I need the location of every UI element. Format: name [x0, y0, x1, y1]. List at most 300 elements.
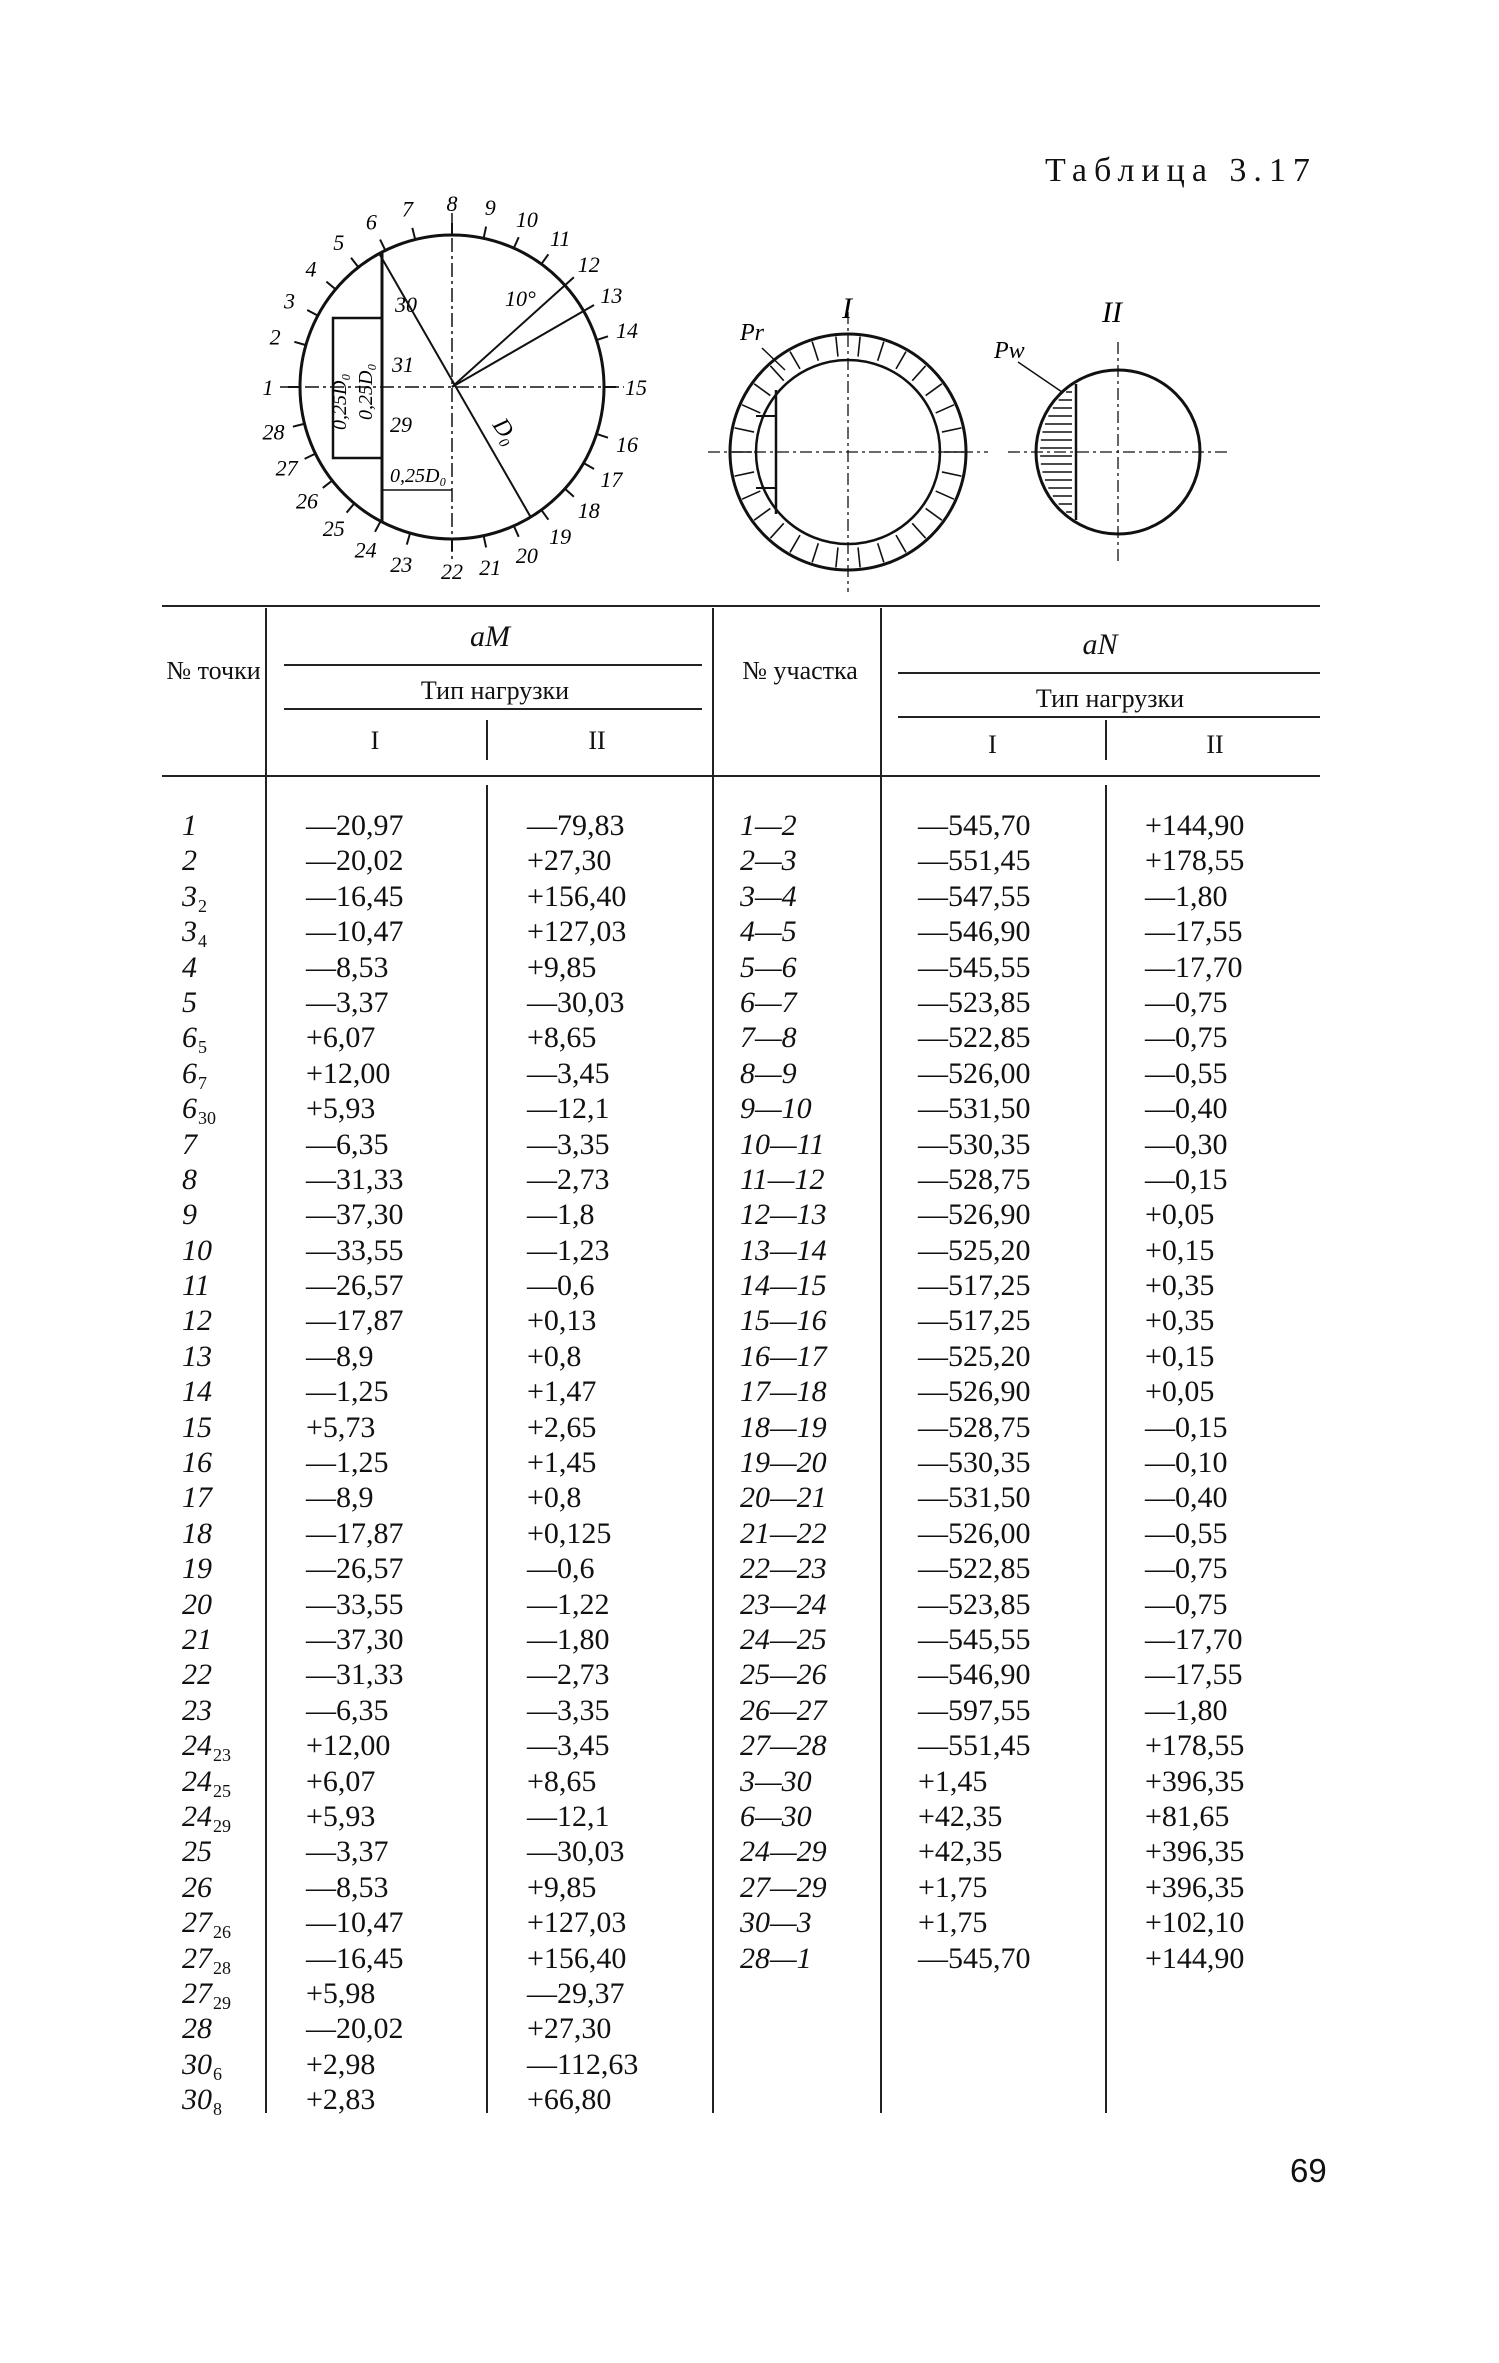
point-number-cell — [182, 808, 231, 843]
point-number: 30 — [182, 2083, 212, 2117]
segment-cell: 24—25 — [740, 1622, 827, 1656]
aN-I-cell: —530,35 — [918, 1127, 1031, 1161]
point-number-cell — [182, 1233, 231, 1268]
aN-I-cell: +42,35 — [918, 1799, 1003, 1833]
radial-load-arrow — [912, 366, 925, 381]
load-case-1-diagram — [708, 292, 988, 592]
aN-type-II: II — [1206, 730, 1224, 759]
point-header: № точки — [166, 656, 261, 685]
aM-I-cell: —6,35 — [306, 1693, 389, 1727]
segment-cell: 2—3 — [740, 844, 797, 878]
point-number-cell — [182, 1516, 231, 1551]
point-number: 13 — [182, 1339, 212, 1373]
point-number: 26 — [182, 1870, 212, 1904]
aM-I-cell: +5,98 — [306, 1976, 376, 2010]
radial-load-arrow — [926, 384, 942, 396]
aM-II-cell: —12,1 — [527, 1799, 610, 1833]
aM-II-cell: —3,35 — [527, 1127, 610, 1161]
aM-I-cell: —8,9 — [306, 1481, 374, 1515]
point-tick — [294, 342, 306, 345]
point-tick — [307, 310, 318, 316]
aN-II-cell: —0,75 — [1145, 1587, 1228, 1621]
point-number-cell — [182, 1799, 231, 1834]
point-number: 22 — [182, 1658, 212, 1692]
aM-II-cell: —29,37 — [527, 1976, 625, 2010]
load-label-1: Pr — [740, 320, 764, 346]
point-tick — [541, 510, 548, 520]
radial-load-arrow — [836, 547, 838, 567]
radial-load-arrow — [812, 543, 818, 562]
point-tick — [584, 463, 594, 469]
point-number-cell — [182, 1162, 231, 1197]
load-case-2-diagram — [993, 296, 1228, 562]
point-label: 16 — [615, 431, 638, 457]
aM-I-cell: —26,57 — [306, 1269, 404, 1303]
aN-I-cell: +1,75 — [918, 1906, 988, 1940]
aN-II-cell: +0,35 — [1145, 1269, 1215, 1303]
aN-load-type: Тип нагрузки — [1035, 684, 1185, 713]
point-number-cell — [182, 879, 231, 914]
point-subscript: 26 — [213, 1922, 231, 1943]
aN-II-column — [1145, 808, 1244, 1976]
point-label: 26 — [296, 488, 319, 514]
aN-II-cell: +81,65 — [1145, 1799, 1230, 1833]
aN-I-cell: —551,45 — [918, 1729, 1031, 1763]
point-tick — [514, 526, 519, 537]
point-number: 11 — [182, 1269, 210, 1303]
point-number: 6 — [182, 1021, 197, 1055]
point-label: 7 — [401, 196, 413, 222]
aN-I-cell: —545,55 — [918, 1622, 1031, 1656]
aM-II-cell: —0,6 — [527, 1269, 595, 1303]
aN-II-cell: +0,05 — [1145, 1375, 1215, 1409]
aM-II-cell: —1,22 — [527, 1587, 610, 1621]
point-number-cell — [182, 1764, 231, 1799]
point-subscript: 2 — [198, 895, 207, 916]
segment-cell: 3—30 — [740, 1764, 812, 1798]
point-number-cell — [182, 1870, 231, 1905]
segment-cell: 1—2 — [740, 809, 797, 842]
aM-I-cell: —8,53 — [306, 950, 389, 984]
aN-I-cell: —523,85 — [918, 1587, 1031, 1621]
aN-I-column — [918, 808, 1031, 1976]
segment-cell: 21—22 — [740, 1516, 827, 1550]
page-number: 69 — [1290, 2152, 1327, 2189]
aN-II-cell: —0,10 — [1145, 1446, 1228, 1480]
point-number: 27 — [182, 1941, 212, 1975]
point-subscript: 30 — [198, 1108, 216, 1129]
radial-load-arrow — [790, 352, 800, 369]
aM-II-column — [527, 808, 638, 2117]
point-number: 6 — [182, 1092, 197, 1126]
aN-I-cell: —531,50 — [918, 1481, 1031, 1515]
point-number: 12 — [182, 1304, 212, 1338]
aM-II-cell: —2,73 — [527, 1658, 610, 1692]
radial-load-arrow — [836, 337, 838, 357]
point-tick — [305, 454, 316, 459]
point-number: 3 — [182, 915, 197, 949]
aN-I-cell: —517,25 — [918, 1304, 1031, 1338]
aM-I-cell: —33,55 — [306, 1587, 404, 1621]
point-number-cell — [182, 1020, 231, 1058]
aN-II-cell: +178,55 — [1145, 844, 1245, 878]
aM-type-II: II — [588, 726, 606, 755]
aN-I-cell: —522,85 — [918, 1021, 1031, 1055]
aM-II-cell: +66,80 — [527, 2083, 612, 2117]
segment-cell: 9—10 — [740, 1092, 812, 1126]
aM-II-cell: +127,03 — [527, 1906, 627, 1940]
point-subscript: 29 — [213, 1992, 231, 2013]
aN-I-cell: —528,75 — [918, 1410, 1031, 1444]
point-number-cell — [182, 2011, 231, 2046]
point-number: 3 — [182, 879, 197, 913]
aM-II-cell: —79,83 — [527, 809, 625, 842]
col-divider-5b — [1105, 785, 1107, 2113]
point-number-cell — [182, 1303, 231, 1338]
point-tick — [597, 434, 608, 438]
aN-I-cell: —526,90 — [918, 1198, 1031, 1232]
point-label: 2 — [269, 324, 281, 350]
aM-I-cell: +5,93 — [306, 1799, 376, 1833]
aM-II-cell: +9,85 — [527, 950, 597, 984]
aM-I-column — [306, 808, 404, 2117]
point-tick — [351, 258, 358, 267]
aM-II-cell: +2,65 — [527, 1410, 597, 1444]
radial-load-arrow — [878, 342, 884, 361]
segment-cell: 4—5 — [740, 915, 797, 949]
aN-II-cell: +0,05 — [1145, 1198, 1215, 1232]
segment-cell: 14—15 — [740, 1269, 827, 1303]
aN-header: aN — [1082, 628, 1118, 661]
aM-II-cell: +156,40 — [527, 1941, 627, 1975]
aM-II-cell: +0,8 — [527, 1339, 582, 1373]
aM-II-cell: +1,47 — [527, 1375, 597, 1409]
aN-II-cell: —1,80 — [1145, 879, 1228, 913]
point-tick — [597, 336, 608, 340]
aM-II-cell: —30,03 — [527, 985, 625, 1019]
radial-load-arrow — [754, 508, 770, 520]
point-tick — [484, 227, 486, 239]
aN-I-cell: —531,50 — [918, 1092, 1031, 1126]
aN-I-cell: +1,45 — [918, 1764, 988, 1798]
aM-II-cell: +0,8 — [527, 1481, 582, 1515]
point-tick — [375, 521, 381, 532]
aN-II-cell: +396,35 — [1145, 1764, 1245, 1798]
radial-load-arrow — [926, 508, 942, 520]
aN-II-cell: —0,75 — [1145, 1021, 1228, 1055]
aM-II-cell: +9,85 — [527, 1870, 597, 1904]
radial-load-arrow — [936, 405, 954, 413]
aM-I-cell: —6,35 — [306, 1127, 389, 1161]
aN-I-cell: —551,45 — [918, 844, 1031, 878]
point-number: 24 — [182, 1764, 212, 1798]
point-label: 31 — [392, 352, 414, 377]
point-number-cell — [182, 1374, 231, 1409]
aM-I-cell: —17,87 — [306, 1516, 404, 1550]
segment-cell: 24—29 — [740, 1835, 827, 1869]
aN-II-cell: +396,35 — [1145, 1870, 1245, 1904]
point-number-cell — [182, 1657, 231, 1692]
aM-I-cell: —10,47 — [306, 1906, 404, 1940]
aM-II-cell: —1,8 — [527, 1198, 595, 1232]
aM-II-cell: —1,23 — [527, 1233, 610, 1267]
point-number-cell — [182, 1056, 231, 1091]
point-number-cell — [182, 950, 231, 985]
segment-cell: 22—23 — [740, 1552, 827, 1586]
point-subscript: 5 — [198, 1037, 207, 1058]
point-subscript: 7 — [198, 1072, 207, 1093]
point-tick — [407, 533, 410, 545]
aN-II-cell: —0,55 — [1145, 1516, 1228, 1550]
aM-I-cell: —31,33 — [306, 1658, 404, 1692]
aN-II-cell: —0,40 — [1145, 1481, 1228, 1515]
point-number: 14 — [182, 1375, 212, 1409]
segment-column — [740, 808, 827, 1976]
aN-II-cell: —0,15 — [1145, 1162, 1228, 1196]
point-label: 14 — [615, 318, 638, 344]
aN-I-cell: —547,55 — [918, 879, 1031, 913]
segment-cell: 18—19 — [740, 1410, 827, 1444]
point-label: 10 — [515, 206, 538, 232]
aM-I-cell: —37,30 — [306, 1622, 404, 1656]
segment-cell: 15—16 — [740, 1304, 827, 1338]
point-number: 28 — [182, 2012, 212, 2046]
aN-type-I: I — [988, 730, 997, 759]
point-label: 23 — [390, 551, 413, 577]
figure-schemes — [0, 0, 1499, 620]
point-subscript: 29 — [213, 1815, 231, 1836]
aM-II-cell: —1,80 — [527, 1622, 610, 1656]
aM-I-cell: +5,73 — [306, 1410, 376, 1444]
segment-cell: 7—8 — [740, 1021, 797, 1055]
point-number-cell — [182, 1905, 231, 1943]
col-divider-2 — [486, 720, 488, 760]
radial-load-arrow — [912, 523, 925, 538]
aN-II-cell: —17,70 — [1145, 950, 1243, 984]
point-number-cell — [182, 985, 231, 1020]
point-number: 2 — [182, 844, 197, 878]
load-case-label-2: II — [1102, 296, 1122, 329]
aM-group-rule — [284, 664, 702, 666]
radial-load-arrow — [936, 491, 954, 499]
aN-II-cell: +178,55 — [1145, 1729, 1245, 1763]
point-number: 1 — [182, 809, 197, 842]
point-subscript: 6 — [213, 2063, 222, 2084]
point-number: 23 — [182, 1693, 212, 1727]
table-top-rule — [162, 605, 1320, 607]
segment-cell: 27—29 — [740, 1870, 827, 1904]
col-divider-4 — [880, 608, 882, 2113]
point-tick — [584, 305, 594, 311]
aN-II-cell: —17,55 — [1145, 1658, 1243, 1692]
aM-II-cell: —112,63 — [527, 2047, 639, 2081]
aM-I-cell: —37,30 — [306, 1198, 404, 1232]
aM-type-rule — [284, 708, 702, 710]
point-number: 6 — [182, 1056, 197, 1090]
segment-cell: 20—21 — [740, 1481, 827, 1515]
point-number-cell — [182, 1339, 231, 1374]
segment-cell: 27—28 — [740, 1729, 827, 1763]
radial-load-arrow — [754, 384, 770, 396]
aM-II-cell: —3,45 — [527, 1729, 610, 1763]
point-subscript: 4 — [198, 931, 207, 952]
aN-I-cell: —526,00 — [918, 1516, 1031, 1550]
dim-vertical-1: 0,25D₀ — [329, 373, 351, 430]
point-number-cell — [182, 1091, 231, 1129]
segment-cell: 17—18 — [740, 1375, 827, 1409]
aN-II-cell: +144,90 — [1145, 809, 1245, 842]
aM-I-cell: —10,47 — [306, 915, 404, 949]
point-number: 27 — [182, 1906, 212, 1940]
aN-I-cell: —522,85 — [918, 1552, 1031, 1586]
point-number-cell — [182, 1587, 231, 1622]
aN-II-cell: —0,55 — [1145, 1056, 1228, 1090]
aM-I-cell: —16,45 — [306, 879, 404, 913]
aN-II-cell: —0,30 — [1145, 1127, 1228, 1161]
load-case-label-1: I — [842, 292, 852, 325]
aM-I-cell: +5,93 — [306, 1092, 376, 1126]
aN-II-cell: —17,55 — [1145, 915, 1243, 949]
angle-label: 10° — [505, 286, 536, 311]
point-number: 15 — [182, 1410, 212, 1444]
segment-cell: 3—4 — [740, 879, 797, 913]
point-number-cell — [182, 1834, 231, 1869]
point-label: 21 — [479, 554, 502, 580]
point-label: 17 — [600, 467, 623, 492]
point-number-cell — [182, 1693, 231, 1728]
point-number-cell — [182, 914, 231, 952]
col-divider-2b — [486, 785, 488, 2113]
aM-I-cell: —3,37 — [306, 1835, 389, 1869]
dim-vertical-2: 0,25D₀ — [355, 363, 377, 420]
point-number: 19 — [182, 1552, 212, 1586]
col-divider-3 — [712, 608, 714, 2113]
point-subscript: 28 — [213, 1957, 231, 1978]
point-label: 28 — [262, 419, 285, 445]
aN-I-cell: —523,85 — [918, 985, 1031, 1019]
point-label: 1 — [262, 375, 274, 400]
radial-load-arrow — [896, 352, 906, 369]
segment-cell: 28—1 — [740, 1941, 812, 1975]
aN-II-cell: +144,90 — [1145, 1941, 1245, 1975]
col-divider-1 — [265, 608, 267, 2113]
segment-cell: 12—13 — [740, 1198, 827, 1232]
aM-II-cell: +27,30 — [527, 2012, 612, 2046]
aN-group-rule — [898, 672, 1320, 674]
aM-I-cell: —33,55 — [306, 1233, 404, 1267]
point-number-cell — [182, 2047, 231, 2082]
aM-I-cell: +12,00 — [306, 1729, 391, 1763]
radial-load-arrow — [942, 428, 962, 432]
segment-cell: 30—3 — [740, 1906, 812, 1940]
point-number: 9 — [182, 1198, 197, 1232]
aM-I-cell: —20,97 — [306, 809, 404, 842]
point-number: 10 — [182, 1233, 212, 1267]
radial-load-arrow — [942, 472, 962, 476]
cross-section-scheme — [262, 191, 647, 584]
point-number: 4 — [182, 950, 197, 984]
point-number-cell — [182, 2082, 231, 2120]
aM-I-cell: —16,45 — [306, 1941, 404, 1975]
point-number-cell — [182, 1127, 231, 1162]
point-number: 27 — [182, 1976, 212, 2010]
aN-I-cell: —517,25 — [918, 1269, 1031, 1303]
point-number-cell — [182, 1976, 231, 2011]
point-number-cell — [182, 1197, 231, 1232]
aN-I-cell: +1,75 — [918, 1870, 988, 1904]
point-subscript: 8 — [213, 2099, 222, 2120]
point-tick — [323, 481, 332, 488]
point-tick — [565, 277, 574, 285]
point-number: 30 — [182, 2047, 212, 2081]
point-label: 15 — [625, 375, 647, 400]
aM-II-cell: +1,45 — [527, 1446, 597, 1480]
radial-load-arrow — [735, 472, 755, 476]
aM-header: aM — [470, 620, 510, 653]
point-label: 3 — [284, 288, 296, 314]
aM-I-cell: —31,33 — [306, 1162, 404, 1196]
aN-type-rule — [898, 716, 1320, 718]
aN-II-cell: —0,15 — [1145, 1410, 1228, 1444]
radial-load-arrow — [742, 491, 760, 499]
aM-II-cell: —0,6 — [527, 1552, 595, 1586]
table-title: Таблица 3.17 — [1045, 152, 1317, 189]
point-number: 24 — [182, 1799, 212, 1833]
segment-cell: 6—30 — [740, 1799, 812, 1833]
point-number-cell — [182, 1480, 231, 1515]
point-tick — [541, 254, 548, 264]
radial-load-arrow — [770, 523, 783, 538]
point-number: 8 — [182, 1162, 197, 1196]
point-tick — [326, 282, 335, 290]
point-tick — [293, 424, 305, 427]
point-label: 4 — [305, 256, 317, 282]
aM-II-cell: +127,03 — [527, 915, 627, 949]
point-number-cell — [182, 1551, 231, 1586]
point-label: 22 — [441, 559, 463, 584]
aM-I-cell: —1,25 — [306, 1446, 389, 1480]
aM-II-cell: +0,13 — [527, 1304, 597, 1338]
col-divider-5 — [1105, 720, 1107, 760]
aN-I-cell: —525,20 — [918, 1233, 1031, 1267]
point-label: 8 — [446, 191, 458, 216]
point-number: 17 — [182, 1481, 212, 1515]
point-number-cell — [182, 1268, 231, 1303]
dim-horizontal: 0,25D₀ — [390, 465, 447, 487]
radial-load-arrow — [878, 543, 884, 562]
segment-cell: 11—12 — [740, 1162, 825, 1196]
radial-load-arrow — [770, 366, 783, 381]
aN-I-cell: —530,35 — [918, 1446, 1031, 1480]
aN-I-cell: —526,90 — [918, 1375, 1031, 1409]
aM-I-cell: —20,02 — [306, 2012, 404, 2046]
aN-I-cell: —546,90 — [918, 1658, 1031, 1692]
segment-cell: 16—17 — [740, 1339, 827, 1373]
aN-I-cell: —526,00 — [918, 1056, 1031, 1090]
point-label: 12 — [577, 251, 600, 277]
point-label: 25 — [322, 515, 345, 541]
aN-I-cell: —545,70 — [918, 1941, 1031, 1975]
radial-load-arrow — [812, 342, 818, 361]
aN-II-cell: —0,75 — [1145, 1552, 1228, 1586]
leader-line — [1018, 362, 1062, 392]
aN-I-cell: —546,90 — [918, 915, 1031, 949]
aM-II-cell: +0,125 — [527, 1516, 612, 1550]
aM-I-cell: +6,07 — [306, 1764, 376, 1798]
aM-II-cell: —12,1 — [527, 1092, 610, 1126]
aM-I-cell: —20,02 — [306, 844, 404, 878]
aM-I-cell: —1,25 — [306, 1375, 389, 1409]
